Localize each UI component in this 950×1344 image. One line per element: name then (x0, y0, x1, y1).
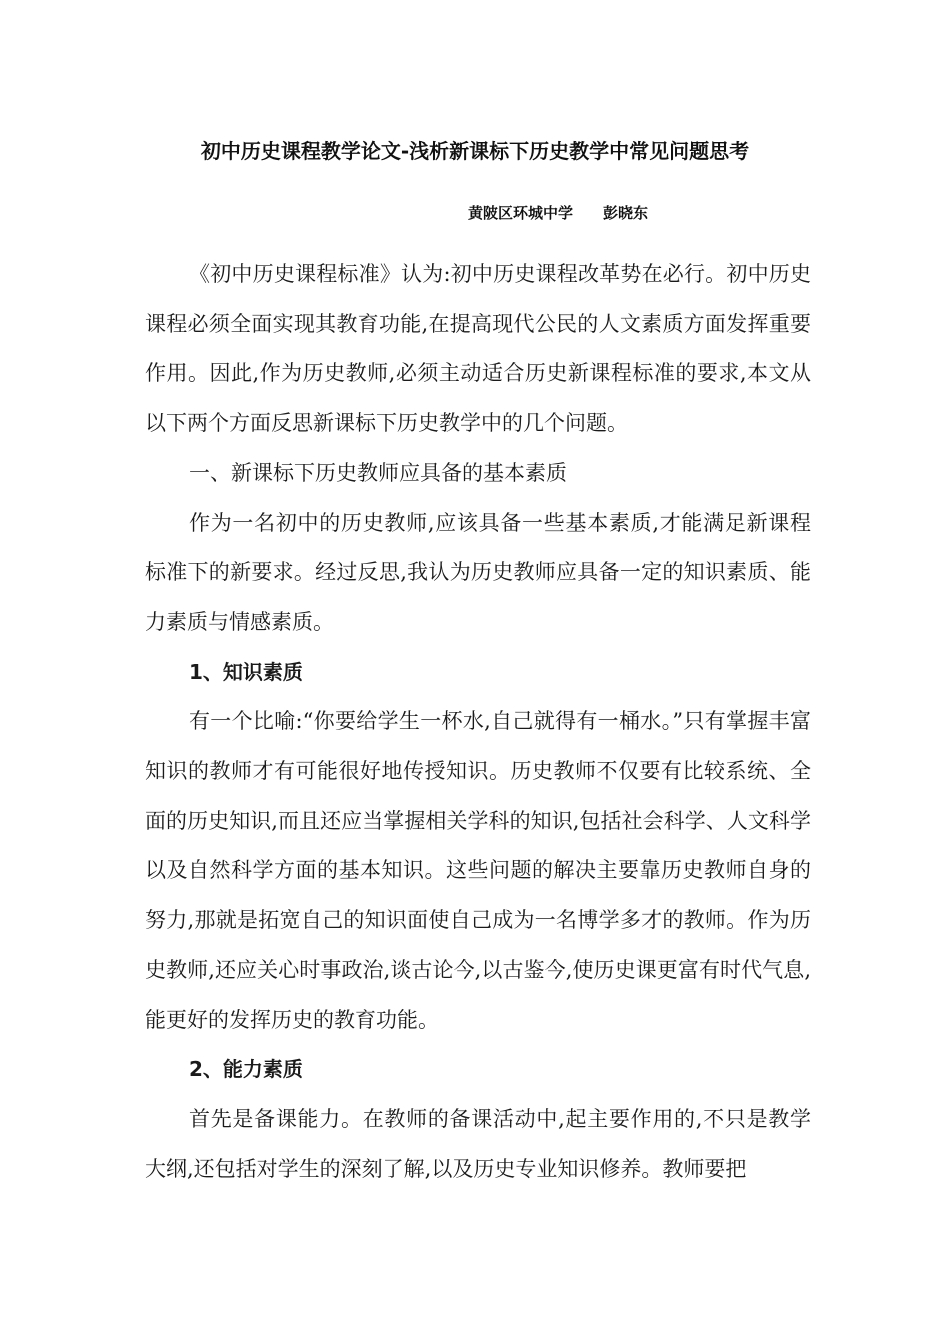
subsection-heading: 2、能力素质 (189, 1057, 303, 1082)
school-name: 黄陂区环城中学 (468, 204, 574, 222)
body-paragraph: 首先是备课能力。在教师的备课活动中,起主要作用的,不只是教学大纲,还包括对学生的深刻了解,以及历史专业知识修养。教师要把 (145, 1106, 811, 1181)
author-name: 彭晓东 (603, 204, 649, 222)
body-paragraph: 有一个比喻:“你要给学生一杯水,自己就得有一桶水。”只有掌握丰富知识的教师才有可能很好地传授知识。历史教师不仅要有比较系统、全面的历史知识,而且还应当掌握相关学科的知识,包括社会科学、人文科学以及自然科学方面的基本知识。这些问题的解决主要靠历史教师自身的努力,那就是拓宽自己的知识面使自己成为一名博学多才的教师。作为历史教师,还应关心时事政治,谈古论今,以古鉴今,使历史课更富有时代气息,能更好的发挥历史的教育功能。 (145, 709, 811, 1032)
document-title: 初中历史课程教学论文-浅析新课标下历史教学中常见问题思考 (200, 139, 750, 163)
section-heading: 一、新课标下历史教师应具备的基本素质 (189, 460, 567, 485)
byline (468, 201, 648, 225)
intro-paragraph: 《初中历史课程标准》认为:初中历史课程改革势在必行。初中历史课程必须全面实现其教育功能,在提高现代公民的人文素质方面发挥重要作用。因此,作为历史教师,必须主动适合历史新课程标准的要求,本文从以下两个方面反思新课标下历史教学中的几个问题。 (145, 262, 811, 436)
body-paragraph: 作为一名初中的历史教师,应该具备一些基本素质,才能满足新课程标准下的新要求。经过反思,我认为历史教师应具备一定的知识素质、能力素质与情感素质。 (145, 510, 811, 634)
document-body (145, 250, 811, 1194)
subsection-heading: 1、知识素质 (189, 659, 303, 684)
